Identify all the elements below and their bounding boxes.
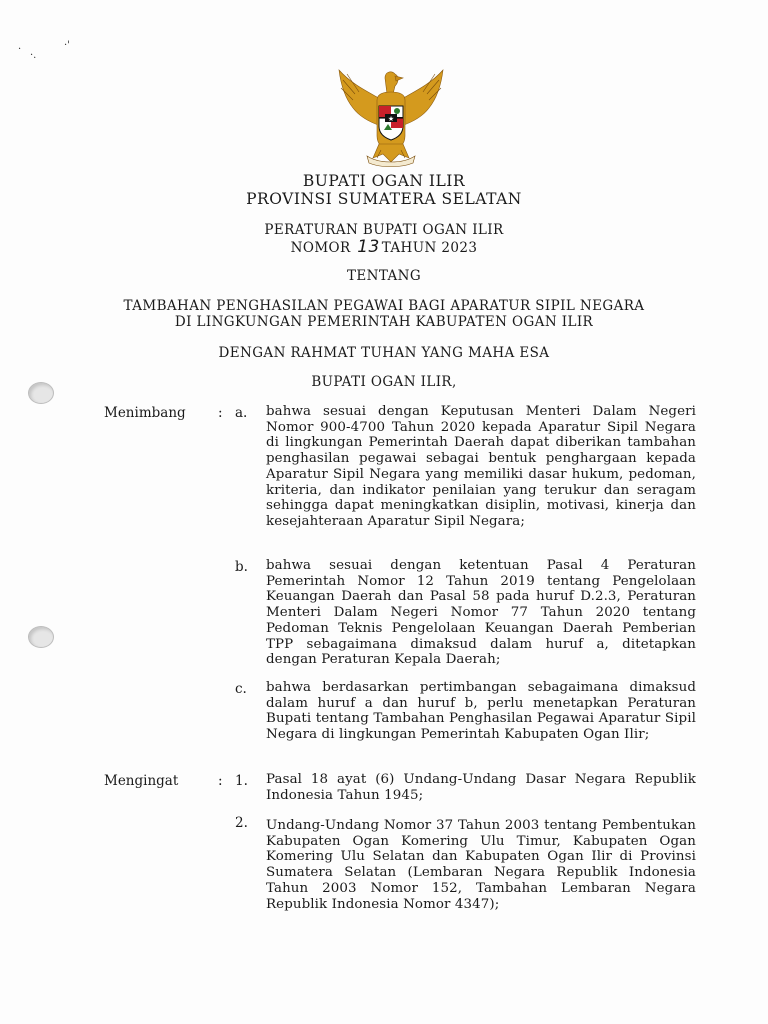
- menimbang-item-b: bahwa sesuai dengan ketentuan Pasal 4 Peraturan Pemerintah Nomor 12 Tahun 2019 tentang Pengelolaan Keuangan Daerah dan Pasal 58 pada huruf D.2.3, Peraturan Menteri Dalam Negeri Nomor 77 Tahun 2020 tentang Pedoman Teknis Pengelolaan Keuangan Daerah Pemberian TPP sebagaimana dimaksud dalam huruf a, ditetapkan dengan Peraturan Kepala Daerah;: [266, 558, 696, 668]
- nomor-label: NOMOR: [290, 240, 351, 256]
- punch-hole-bottom: [28, 626, 54, 648]
- menimbang-colon: :: [218, 405, 223, 421]
- scan-speck: ·.: [30, 50, 37, 61]
- authority: BUPATI OGAN ILIR,: [311, 374, 457, 390]
- mengingat-label: Mengingat: [104, 773, 179, 789]
- subject-line-1: TAMBAHAN PENGHASILAN PEGAWAI BAGI APARATUR SIPIL NEGARA: [123, 298, 645, 314]
- menimbang-label: Menimbang: [104, 405, 186, 421]
- mengingat-item-1: Pasal 18 ayat (6) Undang-Undang Dasar Negara Republik Indonesia Tahun 1945;: [266, 772, 696, 803]
- regulation-title: PERATURAN BUPATI OGAN ILIR: [264, 222, 504, 238]
- menimbang-item-c: bahwa berdasarkan pertimbangan sebagaimana dimaksud dalam huruf a dan huruf b, perlu menetapkan Peraturan Bupati tentang Tambahan Penghasilan Pegawai Aparatur Sipil Negara di lingkungan Pemerintah Kabupaten Ogan Ilir;: [266, 680, 696, 743]
- mengingat-marker-2: 2.: [235, 815, 248, 831]
- mengingat-colon: :: [218, 773, 223, 789]
- subject-line-2: DI LINGKUNGAN PEMERINTAH KABUPATEN OGAN ILIR: [174, 314, 594, 330]
- tahun-label: TAHUN 2023: [381, 240, 478, 256]
- menimbang-item-a: bahwa sesuai dengan Keputusan Menteri Dalam Negeri Nomor 900-4700 Tahun 2020 kepada Aparatur Sipil Negara di lingkungan Pemerintah Daerah dapat diberikan tambahan penghasilan pegawai sebagai bentuk penghargaan kepada Aparatur Sipil Negara yang memiliki dasar hukum, pedoman, kriteria, dan indikator penilaian yang terukur dan seragam sehingga dapat meningkatkan disiplin, motivasi, kinerja dan kesejahteraan Aparatur Sipil Negara;: [266, 404, 696, 529]
- scan-speck: ·: [18, 44, 22, 55]
- menimbang-marker-b: b.: [235, 559, 248, 575]
- nomor-value: 13: [357, 237, 380, 257]
- svg-text:★: ★: [387, 115, 395, 123]
- preamble: DENGAN RAHMAT TUHAN YANG MAHA ESA: [218, 345, 550, 361]
- scan-speck: ·': [64, 40, 70, 51]
- garuda-emblem: [333, 64, 449, 168]
- tentang-heading: TENTANG: [346, 268, 422, 284]
- menimbang-marker-a: a.: [235, 405, 248, 421]
- menimbang-marker-c: c.: [235, 681, 247, 697]
- regulation-number: [0, 237, 768, 257]
- institution-title: BUPATI OGAN ILIR: [302, 172, 466, 190]
- mengingat-item-2: Undang-Undang Nomor 37 Tahun 2003 tentang Pembentukan Kabupaten Ogan Komering Ulu Timur, Kabupaten Ogan Komering Ulu Selatan dan Kabupaten Ogan Ilir di Provinsi Sumatera Selatan (Lembaran Negara Republik Indonesia Tahun 2003 Nomor 152, Tambahan Lembaran Negara Republik Indonesia Nomor 4347);: [266, 818, 696, 912]
- mengingat-marker-1: 1.: [235, 773, 248, 789]
- province-title: PROVINSI SUMATERA SELATAN: [246, 190, 522, 208]
